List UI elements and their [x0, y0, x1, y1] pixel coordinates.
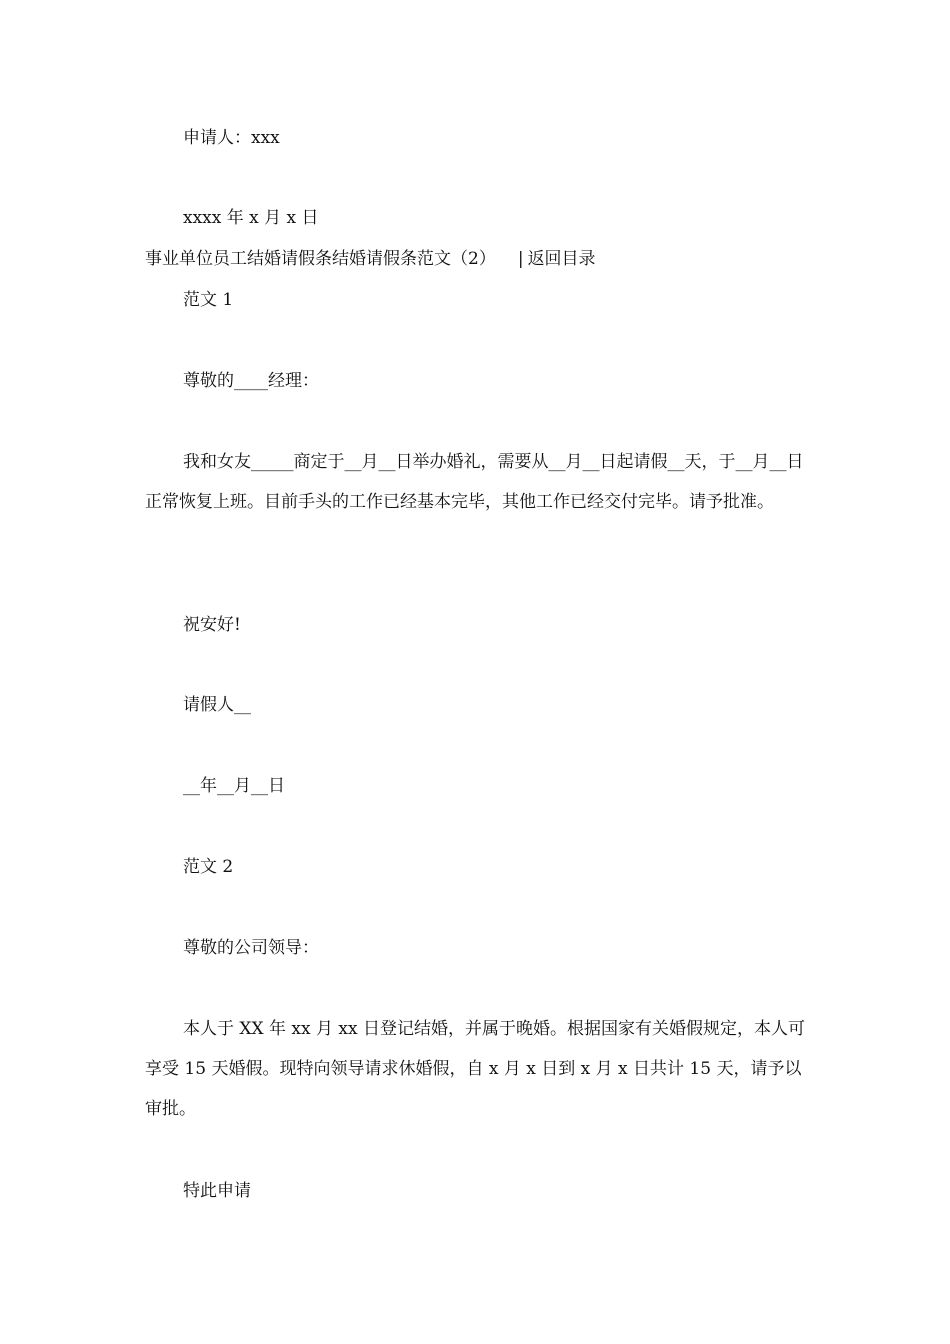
sample2-closing: 特此申请	[183, 1181, 251, 1201]
sample1-date: __年__月__日	[183, 776, 285, 796]
sample1-body: 我和女友_____商定于__月__日举办婚礼，需要从__月__日起请假__天，于__月__日正常恢复上班。目前手头的工作已经基本完毕，其他工作已经交付完毕。请予批准。	[145, 452, 804, 512]
sample1-closing: 祝安好!	[183, 615, 241, 635]
applicant-line: 申请人：xxx	[183, 128, 280, 148]
sample1-salutation: 尊敬的____经理：	[183, 371, 319, 391]
sample2-salutation: 尊敬的公司领导：	[183, 938, 319, 958]
section-title: 事业单位员工结婚请假条结婚请假条范文（2）	[145, 249, 496, 269]
sample2-heading: 范文 2	[183, 857, 234, 877]
section-header	[145, 247, 596, 271]
sample1-signature: 请假人__	[183, 695, 251, 715]
back-to-toc-link[interactable]: 返回目录	[527, 249, 596, 269]
date-line: xxxx 年 x 月 x 日	[183, 208, 319, 228]
separator: |	[517, 249, 524, 269]
sample1-heading: 范文 1	[183, 290, 234, 310]
sample2-body: 本人于 XX 年 xx 月 xx 日登记结婚，并属于晚婚。根据国家有关婚假规定，本人可享受 15 天婚假。现特向领导请求休婚假，自 x 月 x 日到 x 月 x 日共计 15 天，请予以审批。	[145, 1019, 805, 1119]
